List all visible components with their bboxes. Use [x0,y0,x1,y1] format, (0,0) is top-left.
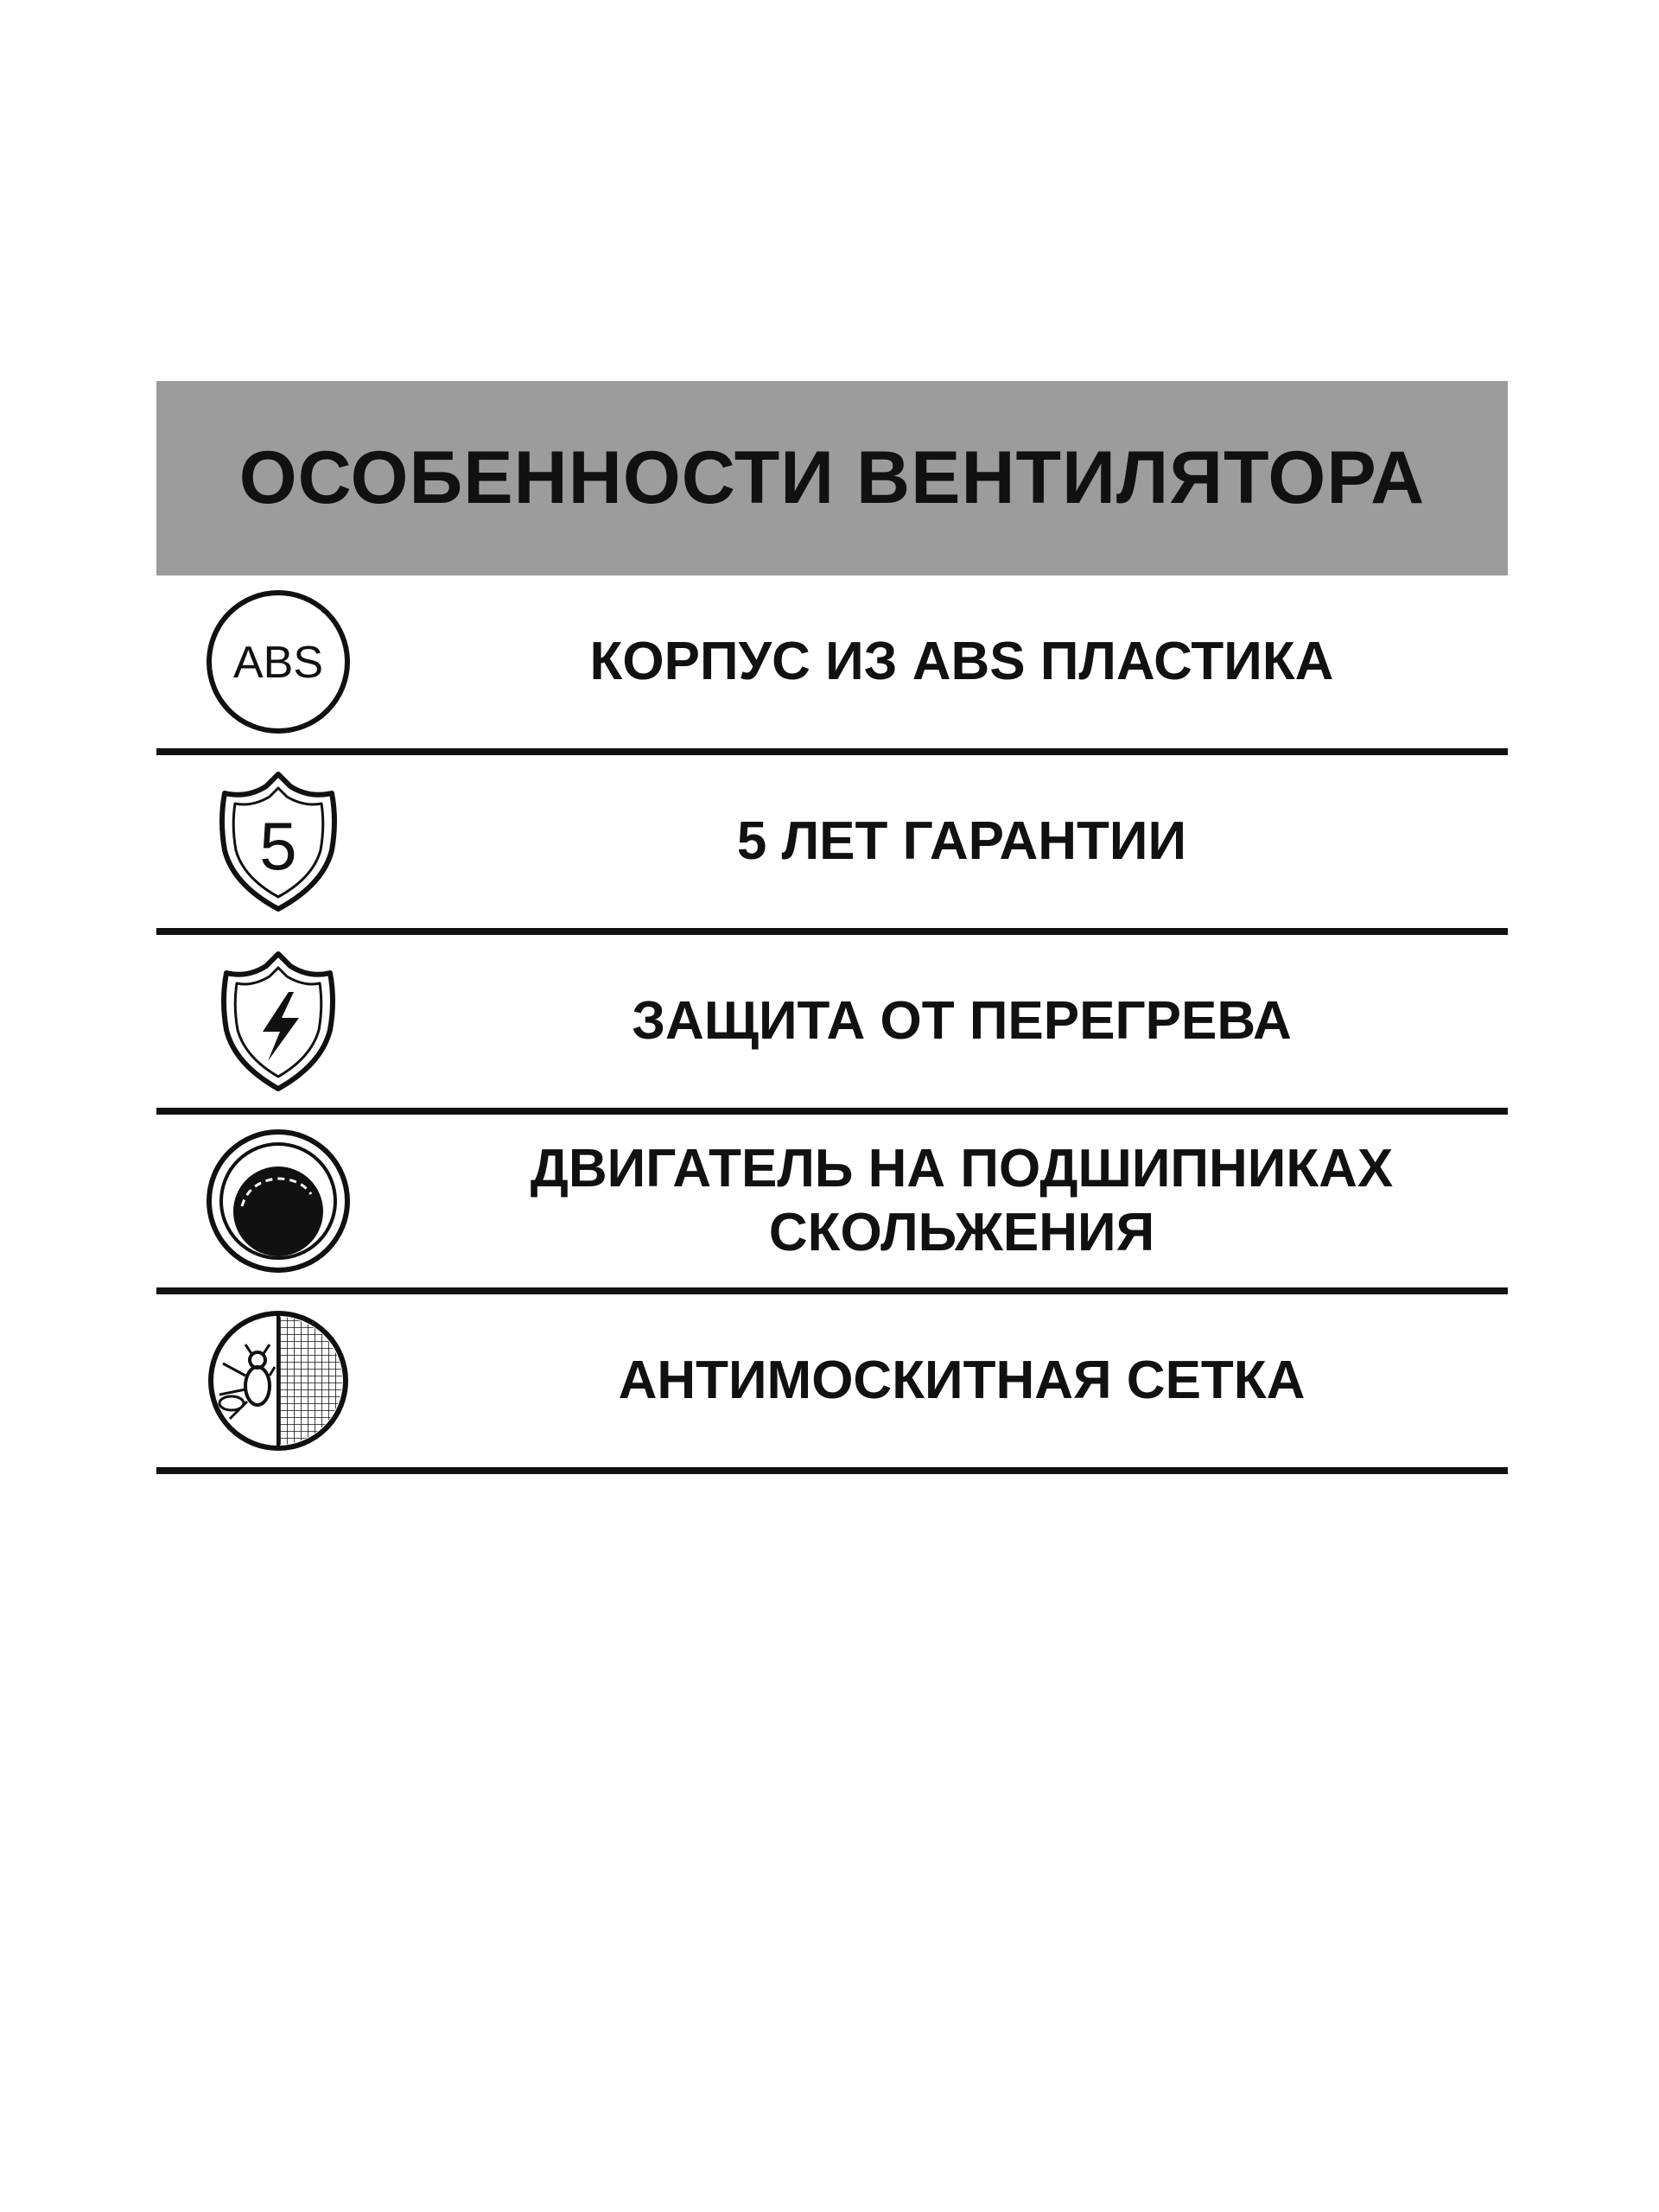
abs-icon [204,588,353,736]
feature-label: ЗАЩИТА ОТ ПЕРЕГРЕВА [632,990,1292,1051]
feature-label: АНТИМОСКИТНАЯ СЕТКА [618,1350,1306,1410]
features-panel [156,381,1508,1474]
warranty-shield-icon [204,767,353,916]
mosquito-net-icon [204,1306,353,1455]
feature-label: 5 ЛЕТ ГАРАНТИИ [736,810,1187,871]
feature-label [416,1115,1508,1287]
svg-text:5: 5 [259,808,297,884]
feature-row-bearing [156,1115,1508,1294]
feature-row-warranty [156,755,1508,935]
features-header [156,381,1508,575]
feature-label: КОРПУС ИЗ ABS ПЛАСТИКА [589,631,1334,691]
bearing-motor-icon [204,1127,353,1275]
feature-row-overheat [156,935,1508,1115]
feature-label-line-2: СКОЛЬЖЕНИЯ [768,1203,1155,1262]
overheat-protection-icon [204,947,353,1096]
page-title: ОСОБЕННОСТИ ВЕНТИЛЯТОРА [238,436,1426,519]
svg-text:ABS: ABS [232,638,324,688]
feature-label-line-1: ДВИГАТЕЛЬ НА ПОДШИПНИКАХ [530,1138,1394,1198]
feature-row-abs [156,575,1508,755]
feature-row-mosquito-net [156,1294,1508,1474]
